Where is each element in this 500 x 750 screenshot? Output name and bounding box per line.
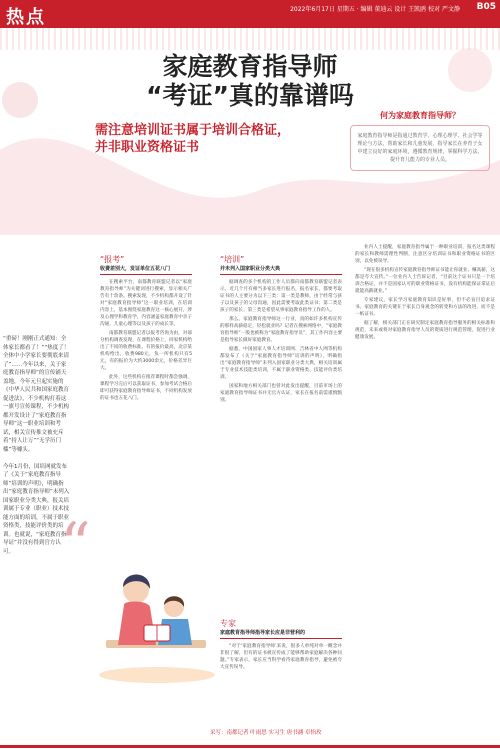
subheadline bbox=[95, 122, 355, 156]
paragraph: “对于‘家庭教育指导师’来说，很多人单纯对单一概念并非很了解，但有的证书被宣传成了能够帮助家庭解决各种问题。”专家表示，家长应当科学看待家庭教育指导，避免被夸大宣传误导。 bbox=[220, 644, 342, 670]
paragraph: 那么，家庭教育指导师这一行业，真的如许多机构宣传的那样高薪稳定，轻松就业吗？记者在搜索网络中，“家庭教育指导师”一般也被称为“家庭教育指导员”，其工作内容主要是指导家长做好家庭教育。 bbox=[220, 317, 342, 343]
expert-section bbox=[220, 618, 342, 673]
paragraph: 南都教育联盟记者以报考咨询为由，对部分机构调查发现，在课程价格上，同家机构给出了不同的收费标准。有的报价最高，北京某机构给出，收费980元，负一所机构只有5元，有的报价为大约3000余元，价格差异巨大。 bbox=[100, 331, 192, 371]
headline bbox=[110, 52, 390, 110]
expert-subtitle: 家庭教育指导师指导家长应是非营利的 bbox=[220, 629, 342, 639]
paragraph: 据调查的多个机构的工作人员都向南都教育联盟记者表示，近几个月有相当多家长进行报名，报名家长，都要考取证书的人主要分为以下三类：第一类是教师，由于经常与孩子以及孩子的父母沟通，因此需要考取此类证书；第二类是孩子的家长；第三类是希望从事家庭教育指导工作的人。 bbox=[220, 280, 342, 313]
callout-title: 何为家庭教育指导师？ bbox=[380, 111, 460, 120]
paragraph: 国家和地方相关部门也曾对此发出提醒，目前市场上的家庭教育指导师证书并无官方认证，家长在报名前需谨慎甄别。 bbox=[220, 384, 342, 403]
paragraph: 在搜索平台，南都教育联盟记者以“家庭教育指导师”为关键词进行搜索，显示相关广告有十余条。搜索发现，不少机构都开设了针对“家庭教育指导师”这一职业培训，在培训内容上，基本围绕家庭教育这一核心展开，涉及心理学和教育学，内容涵盖家庭教育中亲子沟通，儿童心理等以及孩子的成长等。 bbox=[100, 280, 192, 327]
callout-box bbox=[350, 110, 490, 171]
expert-kicker: 专家 bbox=[220, 619, 236, 628]
subheadline-line-1: 需注意培训证书属于培训合格证， bbox=[95, 123, 291, 138]
mother-child-reading-illustration bbox=[96, 545, 218, 685]
paragraph: 此外，这些机构在推荐课程时都会强调，课程学习完后可以获取证书，参加考试合格后即可获得家庭教育指导师证书，不同机构发放的证书也五花八门。 bbox=[100, 375, 192, 401]
paragraph: 据了解，相关部门正在研究制定家庭教育指导服务的相关标准和规范，未来或将对家庭教育指导人员的资质进行规范管理，促进行业健康发展。 bbox=[355, 321, 495, 340]
column-b bbox=[220, 254, 342, 406]
column-a-kicker: “报考” bbox=[100, 255, 125, 264]
page-number: B05 bbox=[476, 2, 496, 12]
column-b-kicker: “培训” bbox=[220, 255, 245, 264]
paragraph: 业内人士提醒，家庭教育指导属于一种职业培训，报名这类课程的家长和教师需理性判断，注意区分培训证书和职业资格证书的区别，以免被误导。 bbox=[355, 245, 495, 264]
quote-mark-icon: “ bbox=[60, 510, 91, 580]
headline-line-1: 家庭教育指导师 bbox=[162, 52, 338, 81]
byline: 采写：南都记者 叶雨思 实习生 唐书涵 卓怡玫 bbox=[210, 730, 322, 736]
paragraph: 据悉，中国国家人事人才培训网、吉林省中人网等机构都发布了《关于“家庭教育指导师”培训的声明》，明确指出“家庭教育指导师”未列入国家职业分类大典，相关培训属于专业技术技能类培训，不属于职业资格类、技能评价类培训。 bbox=[220, 347, 342, 380]
column-a-subtitle: 收费差别大，发证单位五花八门 bbox=[100, 265, 192, 275]
callout-body: 家庭教育指导师是指通过教育学、心理心理学、社会学等理论与方法，帮助家长和儿童发展，指导家长在养育子女中建立良好的家庭环境，遵循教育规律，掌握科学方法，提升育儿能力的专业人员。 bbox=[350, 125, 490, 171]
page-header-bar bbox=[0, 0, 500, 28]
header-meta: 2022年6月17日 星期五 · 编辑 董迪云 设计 王凯鸥 校对 严文静 bbox=[290, 6, 460, 13]
bottom-rule bbox=[0, 745, 500, 748]
paragraph: “现在很多机构宣传家庭教育指导师证书能让你就业、赚高薪，这都是夸大宣传。”一位业内人士告诉记者，“目前这个证书只是一个培训合格证，并不是国家认可的职业资格证书，没有机构能保证拿证后就能高薪就业。” bbox=[355, 268, 496, 294]
headline-line-2: “考证”真的靠谱吗 bbox=[146, 81, 354, 110]
subheadline-line-2: 并非职业资格证书 bbox=[95, 140, 200, 155]
paragraph: 专家建议，家长学习家庭教育知识是好事，但不必盲目追求证书。家庭教育的关键在于家长自身观念的转变和方法的改进，而不是一纸证书。 bbox=[355, 298, 495, 317]
column-a bbox=[100, 254, 192, 404]
side-quote-text: “重磅！刚刚正式通知：全体家长都看了！”“热度了！全体中小学家长要彻底来请了”……今年以来，关于家庭教育指导师”的宣传铺天盖地，今年元旦起实施的《中华人民共和国家庭教育促进法》，不少机构打着这一旗号宣传课程，不少机构都开发设计了“家庭教育指导师”这一职业培训和考试，相关宣传推文被充斥着“持人让万”“无学历门槛”等噱头。 今年1月份，国培网就发布了《关于“家庭教育指导师”培训的声明》，明确指出“家庭教育指导师”未列入国家职业分类大典，报关培训属于专业（职业）技术技能方面的培训，不属于职业资格类，技能评价类的培训。也就说，“家庭教育指导证”并没有得到官方认可。 bbox=[3, 336, 70, 555]
section-title: 热点 bbox=[6, 7, 46, 28]
column-b-subtitle: 并未列入国家职业分类大典 bbox=[220, 265, 342, 275]
column-c bbox=[355, 244, 495, 343]
